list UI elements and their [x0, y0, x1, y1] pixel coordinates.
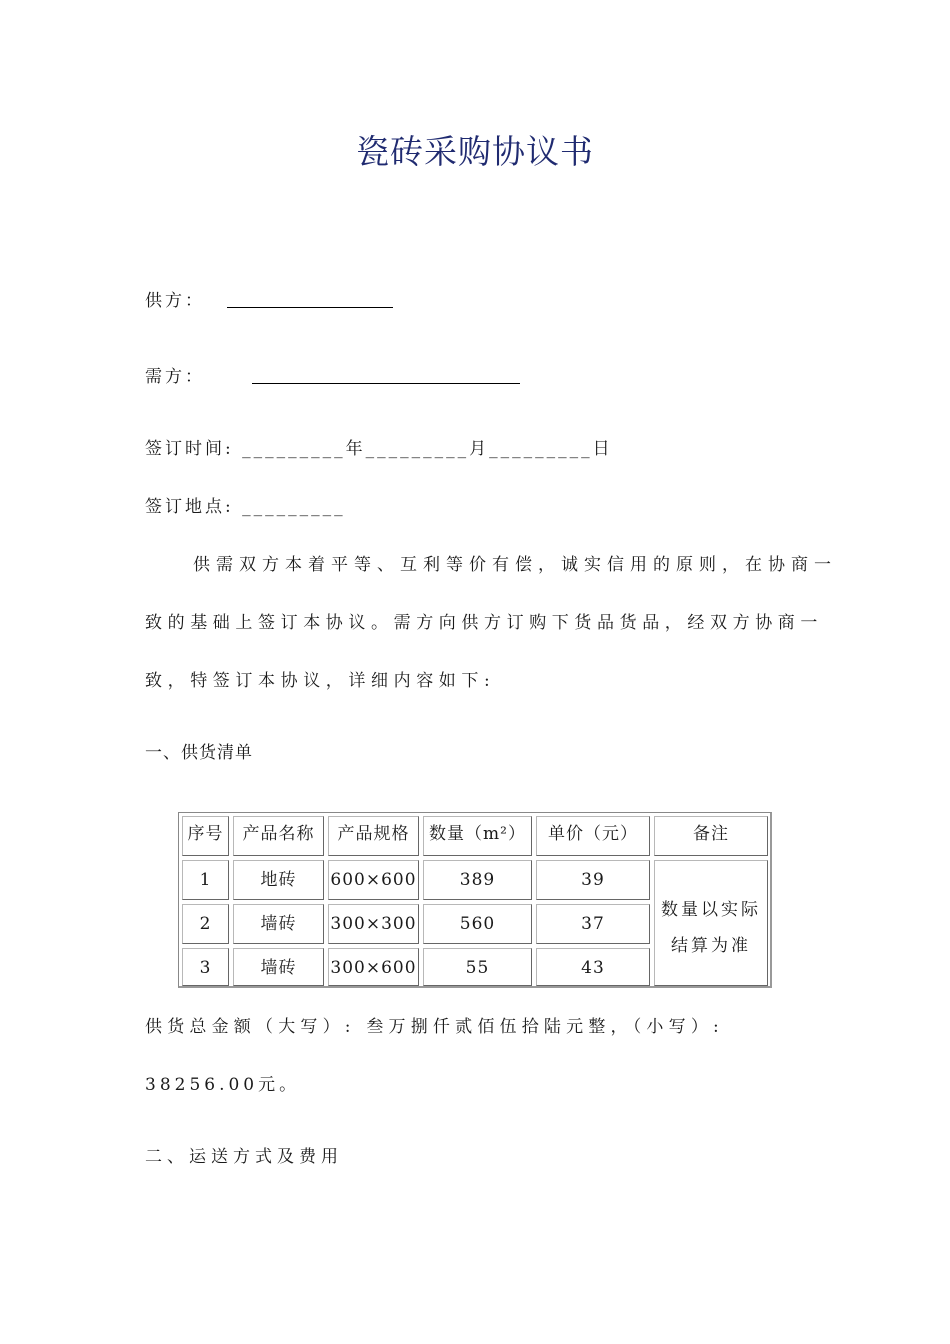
header-product-name: 产品名称	[233, 816, 324, 856]
month-label: 月	[469, 439, 490, 459]
total-amount-value: 38256.00元。	[145, 1075, 301, 1095]
row3-name: 墙砖	[233, 948, 324, 986]
total-amount-line: 供货总金额（大写）: 叁万捌仟贰佰伍拾陆元整，（小写）:	[145, 1017, 724, 1037]
sign-place-blank[interactable]: _________	[242, 497, 346, 517]
sign-place-line	[145, 496, 346, 518]
row3-price: 43	[536, 948, 650, 986]
note-line-1: 数量以实际	[661, 900, 761, 920]
day-label: 日	[592, 439, 613, 459]
row1-spec: 600×600	[328, 860, 419, 900]
row2-name: 墙砖	[233, 904, 324, 944]
year-blank[interactable]: _________	[242, 439, 346, 459]
header-index: 序号	[182, 816, 229, 856]
sign-date-line	[145, 438, 613, 460]
row2-spec: 300×300	[328, 904, 419, 944]
year-label: 年	[345, 439, 366, 459]
section2-title: 二、运送方式及费用	[145, 1147, 343, 1167]
intro-line-1: 供需双方本着平等、互利等价有偿，诚实信用的原则，在协商一	[193, 555, 837, 575]
header-note: 备注	[654, 816, 768, 856]
row1-price: 39	[536, 860, 650, 900]
header-spec: 产品规格	[328, 816, 419, 856]
row2-price: 37	[536, 904, 650, 944]
month-blank[interactable]: _________	[365, 439, 470, 459]
intro-line-3: 致，特签订本协议，详细内容如下:	[145, 671, 496, 691]
document-title: 瓷砖采购协议书	[356, 132, 594, 171]
sign-place-label: 签订地点:	[145, 497, 234, 517]
row2-quantity: 560	[423, 904, 532, 944]
supply-table	[178, 812, 772, 988]
note-cell	[654, 860, 768, 986]
buyer-blank-line[interactable]	[252, 383, 520, 384]
header-unit-price: 单价（元）	[536, 816, 650, 856]
header-quantity: 数量（m²）	[423, 816, 532, 856]
row1-quantity: 389	[423, 860, 532, 900]
sign-date-label: 签订时间:	[145, 439, 234, 459]
section1-title: 一、供货清单	[145, 743, 253, 763]
note-line-2: 结算为准	[671, 936, 751, 956]
row1-index: 1	[182, 860, 229, 900]
row3-spec: 300×600	[328, 948, 419, 986]
row2-index: 2	[182, 904, 229, 944]
buyer-label: 需方：	[145, 367, 205, 387]
row3-index: 3	[182, 948, 229, 986]
day-blank[interactable]: _________	[489, 439, 593, 459]
supplier-blank-line[interactable]	[227, 307, 393, 308]
row1-name: 地砖	[233, 860, 324, 900]
intro-line-2: 致的基础上签订本协议。需方向供方订购下货品货品，经双方协商一	[145, 613, 823, 633]
supplier-label: 供方：	[145, 291, 205, 311]
row3-quantity: 55	[423, 948, 532, 986]
